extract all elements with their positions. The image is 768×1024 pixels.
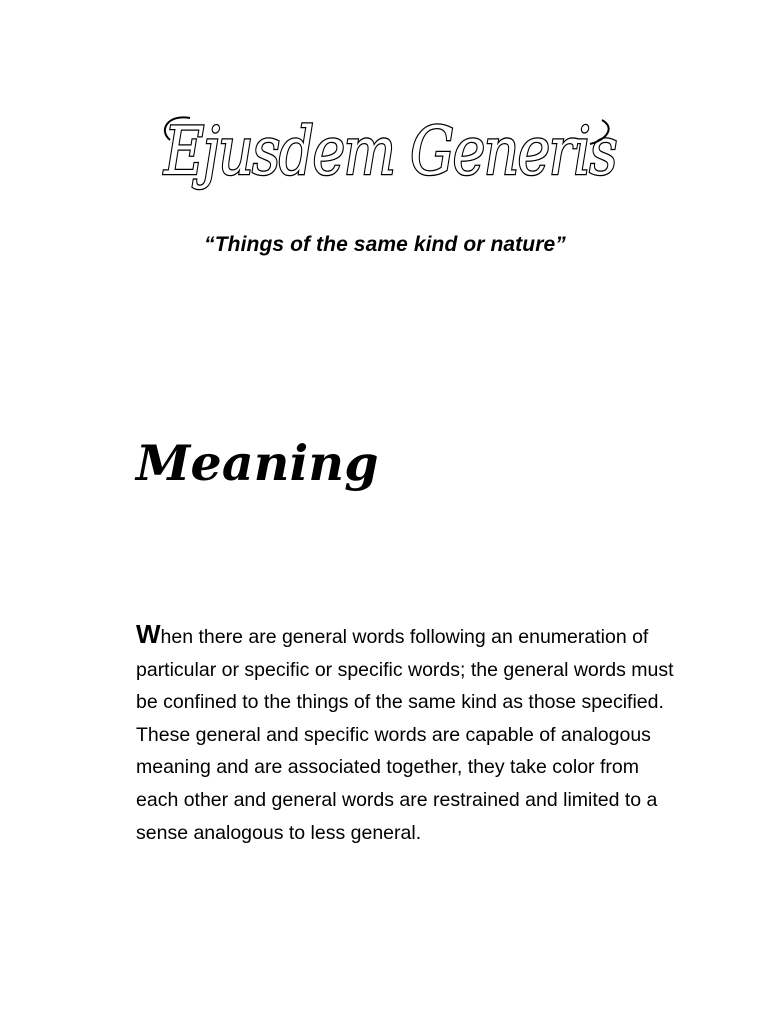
document-title-text: Ejusdem Generis	[163, 113, 617, 190]
body-paragraph	[136, 618, 676, 849]
document-subtitle: “Things of the same kind or nature”	[204, 233, 566, 256]
document-title	[150, 100, 630, 210]
section-heading: Meaning	[136, 434, 379, 492]
paragraph-first-letter: W	[136, 619, 161, 649]
paragraph-text: hen there are general words following an enumeration of particular or specific or specific words; the general words must be confined to the things of the same kind as those specified. These general and specific words are capable of analogous meaning and are associated together, they take color from each other and general words are restrained and limited to a sense analogous to less general.	[136, 626, 674, 844]
